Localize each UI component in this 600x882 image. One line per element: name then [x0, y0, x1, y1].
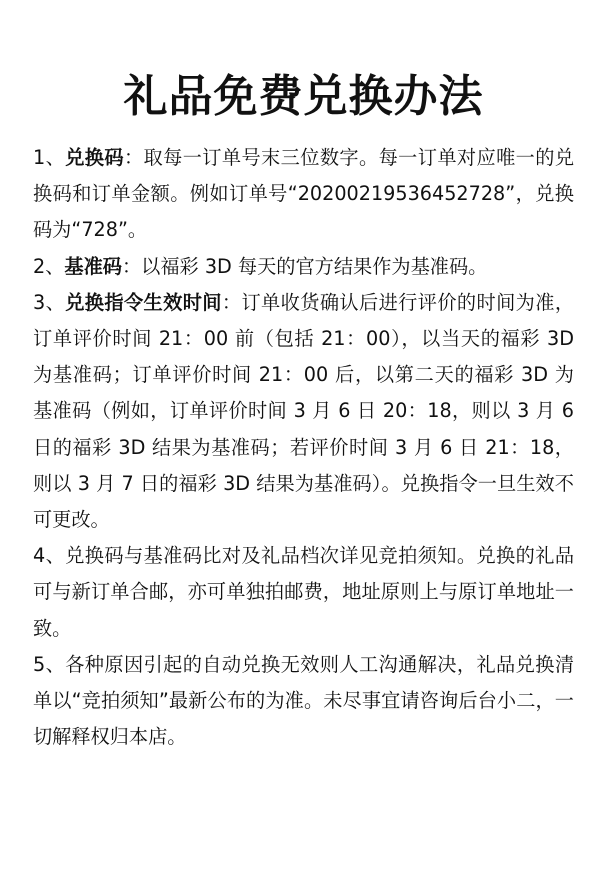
rule-number: 3、: [33, 290, 66, 314]
rule-keyword: 基准码: [64, 254, 122, 278]
rule-number: 2、: [33, 254, 65, 278]
rule-text: 各种原因引起的自动兑换无效则人工沟通解决，礼品兑换清单以“竞拍须知”最新公布的为准。未尽事宜请咨询后台小二，一切解释权归本店。: [33, 652, 575, 749]
rule-keyword: 兑换码: [65, 146, 124, 169]
page-title: 礼品免费兑换办法: [123, 71, 484, 122]
rule-text: ：订单收货确认后进行评价的时间为准，订单评价时间 21：00 前（包括 21：00），以当天的福彩 3D 为基准码；订单评价时间 21：00 后，以第二天的福彩 3D 为基准码（例如，订单评价时间 3 月 6 日 20：18，则以 3 月 6 日的福彩 3D 结果为基准码；若评价时间 3 月 6 日 21：18，则以 3 月 7 日的福彩 3D 结果为基准码）。兑换指令一旦生效不可更改。: [33, 290, 575, 532]
rule-item-5: [33, 647, 574, 756]
rule-number: 4、: [33, 544, 66, 568]
rule-text: ：取每一订单号末三位数字。每一订单对应唯一的兑换码和订单金额。例如订单号“20200219536452728”，兑换码为“728”。: [33, 146, 575, 242]
rule-text: ：以福彩 3D 每天的官方结果作为基准码。: [121, 254, 488, 278]
rule-text: 兑换码与基准码比对及礼品档次详见竞拍须知。兑换的礼品可与新订单合邮，亦可单独拍邮费，地址原则上与原订单地址一致。: [33, 544, 575, 640]
rule-number: 1、: [33, 146, 66, 169]
rule-item-2: [33, 249, 574, 285]
rule-item-3: [33, 285, 574, 538]
rule-number: 5、: [33, 652, 66, 676]
rule-item-1: [33, 140, 574, 249]
rule-keyword: 兑换指令生效时间: [65, 290, 222, 314]
rule-item-4: [33, 538, 574, 647]
rules-list: [33, 140, 574, 755]
